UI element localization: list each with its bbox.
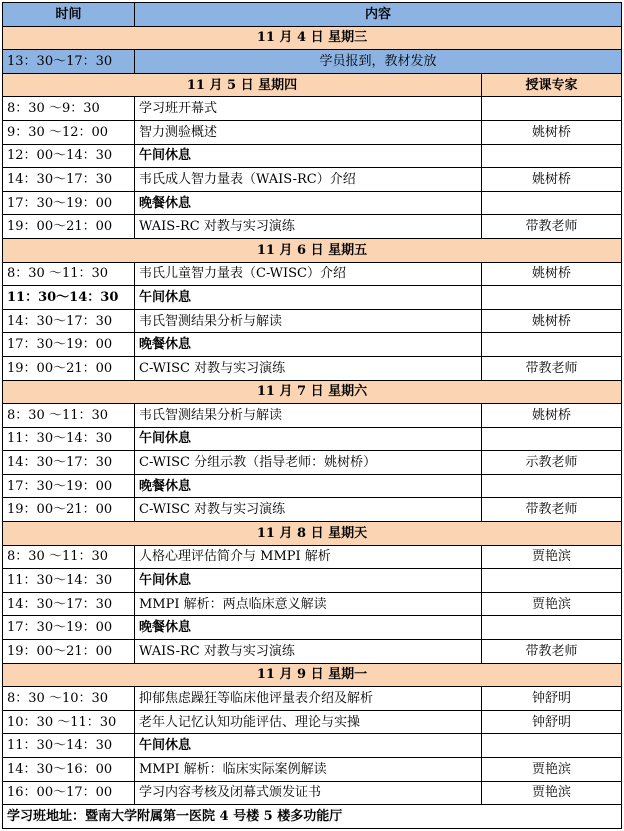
content-cell: 韦氏成人智力量表（WAIS-RC）介绍 bbox=[135, 168, 482, 192]
schedule-row bbox=[3, 168, 622, 192]
schedule-row bbox=[3, 215, 622, 239]
expert-cell: 贾艳滨 bbox=[481, 781, 621, 805]
schedule-table bbox=[2, 2, 622, 829]
time-cell: 13：30～17：30 bbox=[3, 50, 135, 74]
day-header-row bbox=[3, 73, 622, 97]
content-cell: 学习内容考核及闭幕式颁发证书 bbox=[135, 781, 482, 805]
expert-cell: 带教老师 bbox=[481, 498, 621, 522]
time-cell: 11：30～14：30 bbox=[3, 734, 135, 758]
schedule-row bbox=[3, 569, 622, 593]
content-cell: 午间休息 bbox=[135, 734, 482, 758]
schedule-row bbox=[3, 286, 622, 310]
time-cell: 14：30～17：30 bbox=[3, 309, 135, 333]
day-title: 11 月 8 日 星期天 bbox=[3, 522, 622, 546]
expert-cell: 带教老师 bbox=[481, 215, 621, 239]
expert-cell: 示教老师 bbox=[481, 451, 621, 475]
content-cell: 抑郁焦虑躁狂等临床他评量表介绍及解析 bbox=[135, 687, 482, 711]
day-header-row bbox=[3, 380, 622, 404]
time-cell: 8：30 ～11：30 bbox=[3, 262, 135, 286]
schedule-row bbox=[3, 404, 622, 428]
day-title: 11 月 5 日 星期四 bbox=[3, 73, 482, 97]
content-cell: C-WISC 分组示教（指导老师：姚树桥） bbox=[135, 451, 482, 475]
content-cell: 老年人记忆认知功能评估、理论与实操 bbox=[135, 710, 482, 734]
schedule-row bbox=[3, 333, 622, 357]
content-cell: 韦氏智测结果分析与解读 bbox=[135, 309, 482, 333]
time-cell: 11：30～14：30 bbox=[3, 286, 135, 310]
schedule-body bbox=[3, 3, 622, 829]
content-column-header: 内容 bbox=[135, 3, 622, 27]
content-cell: 午间休息 bbox=[135, 427, 482, 451]
time-cell: 19：00～21：00 bbox=[3, 356, 135, 380]
time-cell: 12：00～14：30 bbox=[3, 144, 135, 168]
schedule-row bbox=[3, 97, 622, 121]
expert-cell: 钟舒明 bbox=[481, 687, 621, 711]
schedule-row bbox=[3, 498, 622, 522]
expert-cell bbox=[481, 333, 621, 357]
expert-cell: 贾艳滨 bbox=[481, 592, 621, 616]
schedule-row bbox=[3, 592, 622, 616]
schedule-row bbox=[3, 144, 622, 168]
expert-cell bbox=[481, 191, 621, 215]
time-cell: 19：00～21：00 bbox=[3, 498, 135, 522]
day-header-row bbox=[3, 663, 622, 687]
time-cell: 17：30～19：00 bbox=[3, 616, 135, 640]
day-header-row bbox=[3, 238, 622, 262]
schedule-row bbox=[3, 710, 622, 734]
content-cell: 韦氏智测结果分析与解读 bbox=[135, 404, 482, 428]
content-cell: 人格心理评估简介与 MMPI 解析 bbox=[135, 545, 482, 569]
time-cell: 16：00～17：00 bbox=[3, 781, 135, 805]
expert-cell: 姚树桥 bbox=[481, 404, 621, 428]
time-cell: 11：30～14：30 bbox=[3, 427, 135, 451]
content-cell: 学习班开幕式 bbox=[135, 97, 482, 121]
content-cell: 晚餐休息 bbox=[135, 333, 482, 357]
time-cell: 14：30～17：30 bbox=[3, 168, 135, 192]
schedule-row bbox=[3, 616, 622, 640]
expert-cell: 姚树桥 bbox=[481, 168, 621, 192]
schedule-row bbox=[3, 309, 622, 333]
day-title: 11 月 4 日 星期三 bbox=[3, 26, 622, 50]
content-cell: MMPI 解析：两点临床意义解读 bbox=[135, 592, 482, 616]
content-cell: 晚餐休息 bbox=[135, 191, 482, 215]
time-cell: 14：30～16：00 bbox=[3, 758, 135, 782]
time-cell: 8：30 ～11：30 bbox=[3, 545, 135, 569]
day-header-row bbox=[3, 26, 622, 50]
day-title: 11 月 7 日 星期六 bbox=[3, 380, 622, 404]
expert-cell: 贾艳滨 bbox=[481, 545, 621, 569]
expert-cell bbox=[481, 97, 621, 121]
time-cell: 8：30 ～11：30 bbox=[3, 404, 135, 428]
content-cell: C-WISC 对教与实习演练 bbox=[135, 498, 482, 522]
day-title: 11 月 9 日 星期一 bbox=[3, 663, 622, 687]
schedule-row bbox=[3, 356, 622, 380]
time-cell: 8：30 ～9：30 bbox=[3, 97, 135, 121]
expert-cell bbox=[481, 427, 621, 451]
content-cell: MMPI 解析：临床实际案例解读 bbox=[135, 758, 482, 782]
content-cell: WAIS-RC 对教与实习演练 bbox=[135, 640, 482, 664]
schedule-row bbox=[3, 262, 622, 286]
content-cell: 晚餐休息 bbox=[135, 616, 482, 640]
time-column-header: 时间 bbox=[3, 3, 135, 27]
content-cell: 午间休息 bbox=[135, 569, 482, 593]
header-row bbox=[3, 3, 622, 27]
venue-address: 学习班地址：暨南大学附属第一医院 4 号楼 5 楼多功能厅 bbox=[3, 805, 622, 829]
content-cell: 晚餐休息 bbox=[135, 474, 482, 498]
schedule-row bbox=[3, 781, 622, 805]
time-cell: 10：30 ～11：30 bbox=[3, 710, 135, 734]
content-cell: 午间休息 bbox=[135, 286, 482, 310]
expert-cell bbox=[481, 616, 621, 640]
schedule-row bbox=[3, 427, 622, 451]
time-cell: 19：00～21：00 bbox=[3, 215, 135, 239]
time-cell: 17：30～19：00 bbox=[3, 333, 135, 357]
schedule-row bbox=[3, 120, 622, 144]
time-cell: 17：30～19：00 bbox=[3, 191, 135, 215]
content-cell: 韦氏儿童智力量表（C-WISC）介绍 bbox=[135, 262, 482, 286]
schedule-row bbox=[3, 50, 622, 74]
expert-cell bbox=[481, 569, 621, 593]
schedule-row bbox=[3, 640, 622, 664]
expert-column-header: 授课专家 bbox=[481, 73, 621, 97]
expert-cell: 带教老师 bbox=[481, 640, 621, 664]
schedule-row bbox=[3, 191, 622, 215]
time-cell: 14：30～17：30 bbox=[3, 451, 135, 475]
schedule-row bbox=[3, 474, 622, 498]
expert-cell: 贾艳滨 bbox=[481, 758, 621, 782]
expert-cell: 姚树桥 bbox=[481, 120, 621, 144]
time-cell: 8：30 ～10：30 bbox=[3, 687, 135, 711]
schedule-row bbox=[3, 545, 622, 569]
expert-cell bbox=[481, 734, 621, 758]
time-cell: 9：30 ～12：00 bbox=[3, 120, 135, 144]
footer-row bbox=[3, 805, 622, 829]
time-cell: 19：00～21：00 bbox=[3, 640, 135, 664]
content-cell: WAIS-RC 对教与实习演练 bbox=[135, 215, 482, 239]
schedule-row bbox=[3, 687, 622, 711]
expert-cell: 钟舒明 bbox=[481, 710, 621, 734]
day-title: 11 月 6 日 星期五 bbox=[3, 238, 622, 262]
expert-cell: 姚树桥 bbox=[481, 309, 621, 333]
time-cell: 17：30～19：00 bbox=[3, 474, 135, 498]
day-header-row bbox=[3, 522, 622, 546]
schedule-row bbox=[3, 734, 622, 758]
content-cell: 午间休息 bbox=[135, 144, 482, 168]
time-cell: 11：30～14：30 bbox=[3, 569, 135, 593]
time-cell: 14：30～17：30 bbox=[3, 592, 135, 616]
schedule-row bbox=[3, 758, 622, 782]
expert-cell bbox=[481, 286, 621, 310]
expert-cell bbox=[481, 144, 621, 168]
content-cell: 学员报到，教材发放 bbox=[135, 50, 622, 74]
content-cell: 智力测验概述 bbox=[135, 120, 482, 144]
content-cell: C-WISC 对教与实习演练 bbox=[135, 356, 482, 380]
expert-cell: 带教老师 bbox=[481, 356, 621, 380]
schedule-row bbox=[3, 451, 622, 475]
expert-cell: 姚树桥 bbox=[481, 262, 621, 286]
expert-cell bbox=[481, 474, 621, 498]
